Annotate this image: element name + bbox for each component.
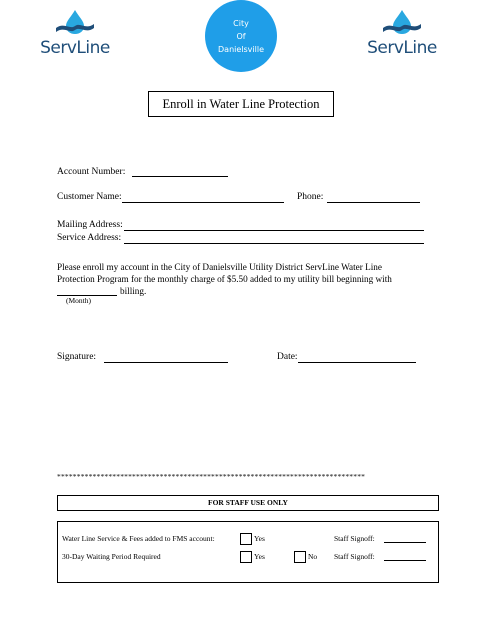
city-badge bbox=[205, 0, 277, 72]
waiting-yes-checkbox[interactable] bbox=[240, 551, 252, 563]
waiting-period-label: 30-Day Waiting Period Required bbox=[62, 552, 161, 561]
customer-name-label: Customer Name: bbox=[57, 192, 122, 202]
staff-use-heading: FOR STAFF USE ONLY bbox=[57, 495, 439, 511]
customer-name-field[interactable] bbox=[122, 202, 284, 203]
billing-suffix: billing. bbox=[120, 286, 147, 296]
staff-signoff-field[interactable] bbox=[384, 542, 426, 543]
staff-signoff-field[interactable] bbox=[384, 560, 426, 561]
logo-left-text: ServLine bbox=[40, 38, 110, 58]
staff-signoff-label: Staff Signoff: bbox=[334, 534, 375, 543]
paragraph-line: Please enroll my account in the City of Danielsville Utility District ServLine Water Line bbox=[57, 262, 382, 272]
service-address-label: Service Address: bbox=[57, 233, 122, 243]
logo-right-text: ServLine bbox=[367, 38, 437, 58]
account-number-label: Account Number: bbox=[57, 167, 126, 177]
waiting-no-label: No bbox=[308, 552, 318, 561]
enrollment-paragraph bbox=[57, 261, 429, 297]
account-number-field[interactable] bbox=[132, 176, 228, 177]
month-note: (Month) bbox=[66, 296, 91, 305]
fms-account-label: Water Line Service & Fees added to FMS account: bbox=[62, 534, 215, 543]
date-field[interactable] bbox=[298, 362, 416, 363]
servline-logo-right bbox=[357, 8, 447, 58]
staff-signoff-label: Staff Signoff: bbox=[334, 552, 375, 561]
water-drop-logo-icon bbox=[381, 8, 423, 38]
paragraph-line: Protection Program for the monthly charge of $5.50 added to my utility bill beginning with bbox=[57, 274, 392, 284]
water-drop-logo-icon bbox=[54, 8, 96, 38]
waiting-no-checkbox[interactable] bbox=[294, 551, 306, 563]
signature-field[interactable] bbox=[104, 362, 228, 363]
mailing-address-label: Mailing Address: bbox=[57, 220, 123, 230]
servline-logo-left bbox=[30, 8, 120, 58]
city-badge-line: City bbox=[233, 18, 249, 28]
staff-use-box bbox=[57, 521, 439, 583]
service-address-field[interactable] bbox=[124, 243, 424, 244]
date-label: Date: bbox=[277, 352, 298, 362]
waiting-yes-label: Yes bbox=[254, 552, 265, 561]
form-title: Enroll in Water Line Protection bbox=[148, 91, 334, 117]
mailing-address-field[interactable] bbox=[124, 230, 424, 231]
phone-field[interactable] bbox=[327, 202, 420, 203]
city-badge-line: Danielsville bbox=[218, 44, 264, 54]
asterisk-separator: ****************************************************************************** bbox=[57, 472, 366, 481]
city-badge-line: Of bbox=[236, 31, 246, 41]
signature-label: Signature: bbox=[57, 352, 97, 362]
fms-yes-label: Yes bbox=[254, 534, 265, 543]
phone-label: Phone: bbox=[297, 192, 324, 202]
fms-yes-checkbox[interactable] bbox=[240, 533, 252, 545]
